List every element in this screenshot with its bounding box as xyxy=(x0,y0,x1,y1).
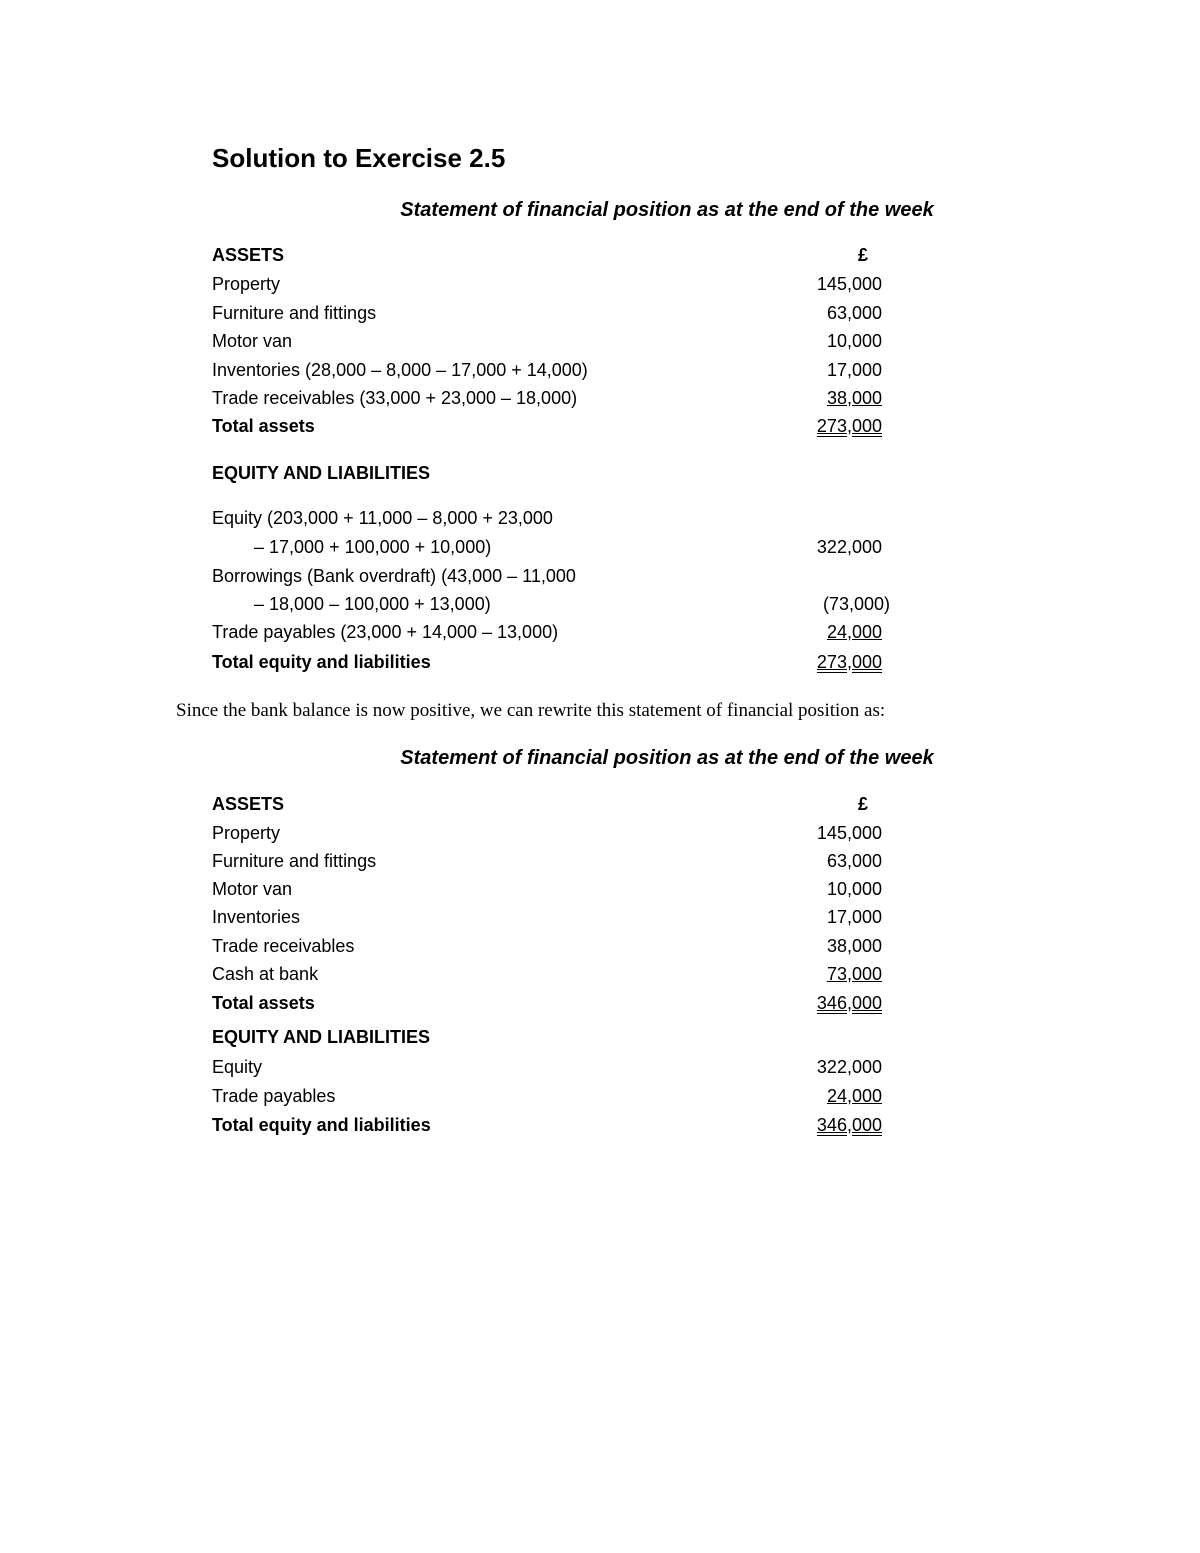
equity-amount: 322,000 xyxy=(816,537,882,557)
row-amount: 38,000 xyxy=(826,936,882,956)
table-row xyxy=(212,356,892,384)
row-amount: 17,000 xyxy=(826,360,882,380)
row-label: Inventories (28,000 – 8,000 – 17,000 + 14,000) xyxy=(212,360,588,380)
row-label: Property xyxy=(212,274,281,294)
total-assets-row xyxy=(212,989,892,1017)
row-amount: 145,000 xyxy=(816,823,882,843)
statement-1-heading: Statement of financial position as at the end of the week xyxy=(400,199,934,221)
row-amount: 63,000 xyxy=(826,851,882,871)
currency-symbol: £ xyxy=(857,794,868,814)
table-row xyxy=(212,819,892,847)
table-row xyxy=(212,847,892,875)
row-label: Furniture and fittings xyxy=(212,851,377,871)
row-amount: 38,000 xyxy=(826,388,882,408)
borrowings-label-line1: Borrowings (Bank overdraft) (43,000 – 11,000 xyxy=(212,566,576,586)
row-label: Motor van xyxy=(212,879,293,899)
row-amount: 10,000 xyxy=(826,331,882,351)
equity-label: Equity xyxy=(212,1057,263,1077)
table-row xyxy=(212,327,892,355)
equity-liabilities-header-row xyxy=(212,459,892,487)
table-row xyxy=(212,903,892,931)
table-row xyxy=(212,299,892,327)
table-row xyxy=(212,960,892,988)
row-label: Furniture and fittings xyxy=(212,303,377,323)
table-row xyxy=(212,932,892,960)
row-label: Cash at bank xyxy=(212,964,319,984)
assets-header-row xyxy=(212,241,892,269)
trade-payables-label: Trade payables xyxy=(212,1086,336,1106)
row-label: Inventories xyxy=(212,907,301,927)
table-row xyxy=(212,504,892,532)
total-equity-liabilities-label: Total equity and liabilities xyxy=(212,652,431,672)
equity-label-line2: – 17,000 + 100,000 + 10,000) xyxy=(254,537,492,557)
row-label: Trade receivables (33,000 + 23,000 – 18,000) xyxy=(212,388,578,408)
table-row xyxy=(212,875,892,903)
equity-liabilities-header-row xyxy=(212,1023,892,1051)
row-amount: 10,000 xyxy=(826,879,882,899)
row-amount: 17,000 xyxy=(826,907,882,927)
total-assets-amount: 346,000 xyxy=(816,993,882,1013)
total-equity-liabilities-amount: 346,000 xyxy=(816,1115,882,1135)
total-assets-label: Total assets xyxy=(212,416,315,436)
table-row xyxy=(212,1082,892,1110)
row-amount: 145,000 xyxy=(816,274,882,294)
total-equity-liabilities-label: Total equity and liabilities xyxy=(212,1115,431,1135)
table-row xyxy=(212,270,892,298)
table-row xyxy=(212,590,892,618)
trade-payables-amount: 24,000 xyxy=(826,622,882,642)
equity-liabilities-header: EQUITY AND LIABILITIES xyxy=(212,1027,431,1047)
page-title: Solution to Exercise 2.5 xyxy=(212,143,506,173)
trade-payables-amount: 24,000 xyxy=(826,1086,882,1106)
row-amount: 63,000 xyxy=(826,303,882,323)
row-label: Property xyxy=(212,823,281,843)
currency-symbol: £ xyxy=(857,245,868,265)
equity-liabilities-header: EQUITY AND LIABILITIES xyxy=(212,463,431,483)
assets-header-row xyxy=(212,790,892,818)
explanatory-note: Since the bank balance is now positive, we can rewrite this statement of financial position as: xyxy=(176,700,886,721)
table-row xyxy=(212,618,892,646)
row-label: Trade receivables xyxy=(212,936,355,956)
table-row xyxy=(212,533,892,561)
borrowings-amount: (73,000) xyxy=(822,594,890,614)
total-assets-label: Total assets xyxy=(212,993,315,1013)
total-assets-amount: 273,000 xyxy=(816,416,882,436)
equity-label-line1: Equity (203,000 + 11,000 – 8,000 + 23,000 xyxy=(212,508,553,528)
table-row xyxy=(212,562,892,590)
borrowings-label-line2: – 18,000 – 100,000 + 13,000) xyxy=(254,594,491,614)
assets-header: ASSETS xyxy=(212,794,285,814)
total-assets-row xyxy=(212,412,892,440)
total-equity-liabilities-row xyxy=(212,648,892,676)
table-row xyxy=(212,1053,892,1081)
statement-2-heading: Statement of financial position as at the end of the week xyxy=(400,747,934,769)
total-equity-liabilities-amount: 273,000 xyxy=(816,652,882,672)
assets-header: ASSETS xyxy=(212,245,285,265)
row-label: Motor van xyxy=(212,331,293,351)
table-row xyxy=(212,384,892,412)
row-amount: 73,000 xyxy=(826,964,882,984)
trade-payables-label: Trade payables (23,000 + 14,000 – 13,000) xyxy=(212,622,559,642)
equity-amount: 322,000 xyxy=(816,1057,882,1077)
total-equity-liabilities-row xyxy=(212,1111,892,1139)
